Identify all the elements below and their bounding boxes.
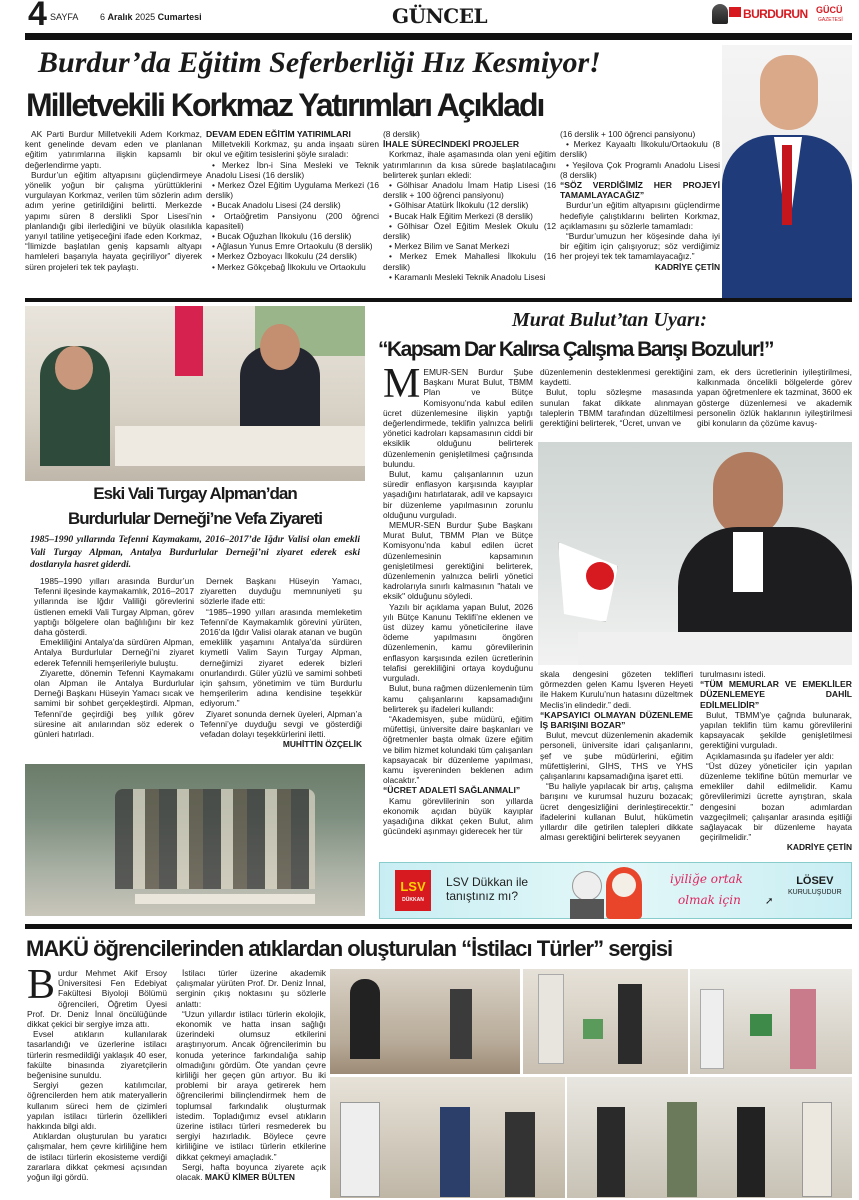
list-item: • Gölhisar Anadolu İmam Hatip Lisesi (16 derslik + 100 öğrenci pansiyonu) xyxy=(383,180,556,201)
paragraph: “Burdur’umuzun her köşesinde daha iyi bir eğitim için çalışıyoruz; söz verdiğimiz her projeyi tek tek tamamlayacağız.” xyxy=(560,231,720,262)
author-byline: MUHİTTİN ÖZÇELİK xyxy=(282,739,362,750)
subheading: “KAPSAYICI OLMAYAN DÜZENLEME İŞ BARIŞINI BOZAR” xyxy=(540,709,693,731)
paragraph: MEMUR-SEN Burdur Şube Başkanı Murat Bulut, TBMM Plan ve Bütçe Komisyonu’nda kabul edilen ücret düzenlemesinin kapsamının genişletilmesi gerektiğini belirterek, düzenlemenin yalnızca belirli yönetici kadrolarıyla sınırlı kalmasının "hatalı ve eksik" olduğunu söyledi. xyxy=(383,520,533,602)
badge-top: LSV xyxy=(400,879,426,894)
paragraph: “Akademisyen, şube müdürü, eğitim müfettişi, üniversite daire başkanları ve öğretmenler başta olmak üzere eğitim ve bilim hizmet kolundaki tüm çalışanları kapsayacak bir düzenleme yapılması, kamu işvereninden beklenen adım olacaktır.” xyxy=(383,713,533,786)
paragraph: Sergi, hafta boyunca ziyarete açık olacak. xyxy=(176,1161,326,1183)
paragraph: Emekliliğini Antalya’da sürdüren Alpman, Antalya Burdurlular Derneği’ni ziyaret ederek Tefennili hemşerileriyle buluştu. xyxy=(34,637,194,668)
ad-line: LSV Dükkan ile xyxy=(446,875,529,889)
list-item: • Bucak Anadolu Lisesi (24 derslik) xyxy=(212,200,341,211)
paragraph: turulmasını istedi. xyxy=(700,669,766,679)
paragraph: Açıklamasında şu ifadeler yer aldı: xyxy=(706,750,835,761)
article1-headline: Milletvekili Korkmaz Yatırımları Açıkladı xyxy=(26,87,544,123)
slogan-line: olmak için xyxy=(678,893,741,907)
subheading: “ÜCRET ADALETİ SAĞLANMALI” xyxy=(383,785,521,796)
list-item: • Gölhisar Özel Eğitim Meslek Okulu (12 derslik) xyxy=(383,220,556,242)
paragraph: Burdur’un eğitim altyapısını güçlendirmeye yönelik yoğun bir çalışma yürüttüklerini vurgulayan Korkmaz, verilen tüm sözlerin adım adım yerine getirildiğini belirtti. Merkezde yapımı süren 8 derslikli Spor Lisesi’nin planlandığı gibi ilerlediğini ve büyük olasılıkla yarıyıl tatiline yetişeceğini ifade eden Korkmaz, “İlimizde başlatılan geniş kapsamlı altyapı hamleleri başarıyla hayata geçiriliyor” diyerek süren projeleri tek tek paylaştı. xyxy=(25,169,202,272)
badge-bottom: DÜKKAN xyxy=(402,897,424,903)
article4-headline: MAKÜ öğrencilerinden atıklardan oluşturulan “İstilacı Türler” sergisi xyxy=(26,936,673,961)
paragraph: Bulut, buna rağmen düzenlemenin tüm kamu çalışanlarını kapsamadığını belirterek şu ifadeleri kullandı: xyxy=(383,683,533,714)
paragraph: Ziyarette, dönemin Tefenni Kaymakamı olan Alpman ile Antalya Burdurlular Derneği Başkanı Hüseyin Yamacı sıcak ve samimi bir sohbet gerçekleştirdi. Alpman, Tefenni’de geçirdiği beş yıllık görev süresine ait anılarından söz ederek o günleri hatırladı. xyxy=(34,667,194,740)
article3-col2-top xyxy=(540,367,693,428)
exhibition-photo xyxy=(567,1077,852,1198)
paragraph: Yazılı bir açıklama yapan Bulut, 2026 yılı Bütçe Kanunu Teklifi’ne eklenen ve üst düzey kamu yöneticilerine ilave ödeme yapılmasını öngören düzenlemenin, kamu görevlilerinin enflasyon karşısında ezilen ücretlerinin telafisi gerekliliğini ortaya koyduğunu vurguladı. xyxy=(383,601,533,684)
exhibition-photo xyxy=(523,969,688,1074)
list-item: • Merkez Gökçebağ İlkokulu ve Ortaokulu xyxy=(212,261,366,272)
cursor-icon: ➚ xyxy=(765,896,774,907)
paragraph: AK Parti Burdur Milletvekili Adem Korkmaz, kent genelinde devam eden ve planlanan eğitim yatırımlarına ilişkin kapsamlı bir değerlendirme yaptı. xyxy=(25,129,202,170)
logo-accent: GÜCÜ xyxy=(816,5,843,15)
paragraph: urdur Mehmet Akif Ersoy Üniversitesi Fen Edebiyat Fakültesi Biyoloji Bölümü öğrencileri, Öğretim Üyesi Prof. Dr. Deniz İnnal öncülüğünde dikkat çekici bir sergiye imza attı. xyxy=(27,968,167,1030)
slogan-line: iyiliğe ortak xyxy=(670,872,743,886)
paragraph: Sergiyi gezen katılımcılar, öğrencilerden hem atık materyallerin kullanım süreci hem de çizimleri yapılan istilacı türlerin özellikleri hakkında bilgi aldı. xyxy=(27,1080,167,1132)
logo-flag-icon xyxy=(729,7,741,17)
logo-sub: GAZETESİ xyxy=(818,17,843,23)
article4-col1 xyxy=(27,962,167,1183)
paragraph: “Bu haliyle yapılacak bir artış, çalışma barışını ve kurumsal huzuru bozacak; ücret dengesizliğini derinleştirecektir.” ifadelerini kullanan Bulut, hükümetin yıllardır dile getirilen talepleri dikkate alması gerektiğini belirterek seyyanen xyxy=(540,781,693,843)
ad-headline xyxy=(446,875,528,903)
list-item-continued: (8 derslik) xyxy=(383,129,420,139)
paragraph: Burdur’un eğitim altyapısını güçlendirme hedefiyle çalıştıklarını belirten Korkmaz, açıklamasını şu sözlerle tamamladı: xyxy=(560,200,720,231)
article3-col1 xyxy=(383,361,533,837)
list-item: • Merkez Emek Mahallesi İlkokulu (16 derslik) xyxy=(383,251,556,272)
list-item: • Ağlasun Yunus Emre Ortaokulu (8 derslik) xyxy=(212,241,373,252)
section-rule xyxy=(25,924,852,929)
puppets-illustration xyxy=(562,867,652,919)
paragraph: Milletvekili Korkmaz, şu anda inşaatı süren okul ve eğitim tesislerini şöyle sıraladı: xyxy=(206,139,379,160)
date-weekday: Cumartesi xyxy=(157,12,202,22)
paragraph: “Üst düzey yöneticiler için yapılan düzenleme teklifine bütün memurlar ve emekliler dahil edilmelidir. Kamu görevlilerimizi ücrette ayrıştıran, skala dengesini bozan adımlardan vazgeçilmeli; çalışanlar arasında eşitliği sağlayacak bir düzenleme hayata geçirilmelidir.” xyxy=(700,760,852,843)
paragraph: EMUR-SEN Burdur Şube Başkanı Murat Bulut, TBMM Plan ve Bütçe Komisyonu’nda kabul edilen ücret düzenlemesine ilişkin yaptığı değerlendirmede, teklifin yalnızca belirli yönetici kadroları kapsamasının ciddi bir eksiklik olduğunu belirterek düzenlemenin genişletilmesi çağrısında bulundu. xyxy=(383,367,533,469)
list-item-continued: (16 derslik + 100 öğrenci pansiyonu) xyxy=(560,129,696,139)
article3-col2-bottom xyxy=(540,669,693,842)
article1-col1 xyxy=(25,129,202,272)
headline-line: Burdurlular Derneği’ne Vefa Ziyareti xyxy=(67,509,323,528)
article1-col4 xyxy=(560,129,720,272)
article2-col2 xyxy=(200,576,362,749)
headline-line: Eski Vali Turgay Alpman’dan xyxy=(93,484,297,503)
article3-col3-top xyxy=(697,367,852,428)
drop-cap: B xyxy=(27,962,56,1008)
article1-col3 xyxy=(383,129,556,282)
lsv-ad-banner[interactable] xyxy=(379,862,852,919)
ad-slogan xyxy=(670,869,743,911)
paragraph: Bulut, TBMM’ye çağrıda bulunarak, yapılan teklifin tüm kamu görevlilerini kapsayacak şekilde genişletilmesi gerektiğini vurguladı. xyxy=(700,709,852,751)
article3-headline: “Kapsam Dar Kalırsa Çalışma Barışı Bozulur!” xyxy=(378,338,773,361)
paragraph: zam, ek ders ücretlerinin iyileştirilmesi, kalkınmada öncelikli bölgelerde görev yapan öğretmenlere ek tazminat, 3600 ek gösterge düzenlemesi ve akademik personelin özlük haklarının iyileştirilmesi gibi konuların da çözüme kavuş- xyxy=(697,367,852,429)
paragraph: İstilacı türler üzerine akademik çalışmalar yürüten Prof. Dr. Deniz İnnal, serginin çıkış noktasını şu sözlerle anlattı: xyxy=(176,968,326,1009)
paragraph: Bulut, toplu sözleşme masasında sunulan fakat dikkate alınmayan taleplerin TBMM tarafından düzeltilmesi gerektiğini belirterek, “Ücret, unvan ve xyxy=(540,387,693,429)
newspaper-logo xyxy=(712,4,852,28)
date-year: 2025 xyxy=(135,12,156,22)
paragraph: 1985–1990 yılları arasında Burdur’un Tefenni ilçesinde kaymakamlık, 2016–2017 yıllarında ise Iğdır Valiliği görevlerini üstlenen emekli Vali Turgay Alpman, görev yaptığı bölgelere olan bağlılığını bir kez daha gösterdi. xyxy=(34,576,194,638)
drop-cap: M xyxy=(383,361,421,407)
brand-name: LÖSEV xyxy=(796,875,834,887)
paragraph: “1985–1990 yılları arasında memleketim Tefenni’de Kaymakamlık görevini yürüten, 2016’da Iğdır Valisi olarak atanan ve bugün emeklilik yaşamını Antalya’da sürdüren kıymetli Valim Sayın Turgay Alpman, derneğimizi ziyaret ederek bizleri onurlandırdı. Güler yüzlü ve samimi sohbeti için şahsım, yönetimim ve tüm Burdurlu hemşerilerim adına kendisine teşekkür ediyorum.” xyxy=(200,606,362,709)
list-item: • Gölhisar Atatürk İlkokulu (12 derslik) xyxy=(389,200,529,211)
article4-col2 xyxy=(176,968,326,1182)
subheading: İHALE SÜRECİNDEKİ PROJELER xyxy=(383,139,520,150)
list-item: • Merkez Özel Eğitim Uygulama Merkezi (16 derslik) xyxy=(206,180,379,201)
list-item: • Karamanlı Mesleki Teknik Anadolu Lisesi xyxy=(389,271,546,282)
list-item: • Merkez Özboyacı İlkokulu (24 derslik) xyxy=(212,251,357,262)
alpman-office-photo xyxy=(25,306,365,481)
subheading: DEVAM EDEN EĞİTİM YATIRIMLARI xyxy=(206,129,351,139)
list-item: • Merkez Kayaaltı İlkokulu/Ortaokulu (8 derslik) xyxy=(560,139,720,160)
paragraph: Kamu görevlilerinin son yıllarda ekonomik açıdan büyük kayıplar yaşadığına dikkat çeken Bulut, alım gücündeki aşınmayı giderecek her tür xyxy=(383,795,533,837)
article2-subtitle: 1985–1990 yıllarında Tefenni Kaymakamı, 2016–2017’de Iğdır Valisi olan emekli Vali Turgay Alpman, Antalya Burdurlular Derneği’ni ziyaret ederek eski dostlarıyla hasret giderdi. xyxy=(30,534,360,570)
korkmaz-portrait-photo xyxy=(722,45,852,298)
list-item: • Yeşilova Çok Programlı Anadolu Lisesi (8 derslik) xyxy=(560,159,720,180)
bulut-portrait-photo xyxy=(538,442,852,665)
exhibition-photo xyxy=(330,969,520,1074)
subheading: “TÜM MEMURLAR VE EMEKLİLER DÜZENLEMEYE DAHİL EDİLMELİDİR” xyxy=(700,679,852,710)
losev-logo xyxy=(788,875,842,897)
author-byline: KADRİYE ÇETİN xyxy=(654,261,720,272)
archive-group-photo xyxy=(25,764,365,916)
paragraph: “Uzun yıllardır istilacı türlerin ekolojik, ekonomik ve hatta insan sağlığı üzerindeki olumsuz etkilerini araştırıyorum. Ancak öğrencilerimin bu konuda yeterince farkındalığa sahip olmadığını gördüm. Öte yandan çevre kirliliği her geçen gün artıyor. Bu iki problemi bir araya getirerek hem öğrencilerimi bilinçlendirmek hem de toplumsal farkındalık oluşturmak istedim. Topladığımız evsel atıkların üzerine istilacı türleri resmederek bu sergiyi hazırladık. Böylece çevre kirliliğine ve istilacı türlerin etkilerine dikkat çekmeyi amaçladık.” xyxy=(176,1008,326,1162)
list-item: • Bucak Oğuzhan İlkokulu (16 derslik) xyxy=(212,231,352,242)
section-title: GÜNCEL xyxy=(392,4,488,28)
lsv-dukkan-badge xyxy=(395,870,431,911)
article1-kicker: Burdur’da Eğitim Seferberliği Hız Kesmiyor! xyxy=(38,46,601,79)
article1-col2 xyxy=(206,129,379,272)
date-month: Aralık xyxy=(107,12,133,22)
date-day: 6 xyxy=(100,12,106,22)
paragraph: Bulut, kamu çalışanlarının uzun süredir enflasyon karşısında kayıplar yaşadığını hatırlatarak, adil ve kapsayıcı bir düzenleme yapılmasının zorunlu olduğunu vurguladı. xyxy=(383,469,533,520)
list-item: • Bucak Halk Eğitim Merkezi (8 derslik) xyxy=(389,210,533,221)
logo-main: BURDURUN xyxy=(743,7,808,21)
paragraph: Dernek Başkanı Hüseyin Yamacı, ziyaretten duyduğu memnuniyeti şu sözlerle ifade etti: xyxy=(200,576,362,607)
issue-date xyxy=(100,12,202,23)
paragraph: Korkmaz, ihale aşamasında olan yeni eğitim yatırımlarının da kısa sürede başlatılacağını belirterek şunları ekledi: xyxy=(383,149,556,180)
exhibition-photo xyxy=(690,969,852,1074)
article2-col1 xyxy=(34,576,194,739)
paragraph: Atıklardan oluşturulan bu yaratıcı çalışmalar, hem çevre kirliliğine hem de istilacı türlerin ekosisteme verdiği zararlara dikkat çekmesi açısından yoğun ilgi gördü. xyxy=(27,1131,167,1183)
page-label: SAYFA xyxy=(50,12,79,22)
ad-line: tanıştınız mı? xyxy=(446,889,519,903)
section-rule xyxy=(25,298,852,302)
brand-sub: KURULUŞUDUR xyxy=(788,889,842,896)
paragraph: Evsel atıkların kullanılarak tasarlandığı ve üzerlerine istilacı türlerin resmedildiği yaklaşık 40 eser, fakülte binasında ziyaretçilerin beğenisine sunuldu. xyxy=(27,1029,167,1081)
header-rule xyxy=(25,33,852,40)
author-byline: MAKÜ KİMER BÜLTEN xyxy=(204,1172,295,1183)
article2-headline xyxy=(30,481,360,531)
article3-kicker: Murat Bulut’tan Uyarı: xyxy=(512,309,707,331)
subheading: “SÖZ VERDİĞİMİZ HER PROJEYİ TAMAMLAYACAĞIZ” xyxy=(560,180,720,201)
paragraph: düzenlemenin desteklenmesi gerektiğini kaydetti. xyxy=(540,367,693,388)
article3-col3-bottom xyxy=(700,669,852,853)
logo-portrait-icon xyxy=(712,4,728,24)
paragraph: skala dengesini gözeten teklifleri görmezden gelen Kamu İşveren Heyeti ile Hakem Kurulu’nun hatasını düzeltmek Meclis’in elindedir.” dedi. xyxy=(540,669,693,710)
paragraph: Bulut, mevcut düzenlemenin akademik personeli, üniversite idari çalışanlarını, şef ve şube müdürlerini, eğitim müfettişlerini, GİHS, THS ve YHS çalışanlarını kapsamadığına işaret etti. xyxy=(540,730,693,782)
paragraph: Ziyaret sonunda dernek üyeleri, Alpman’a Tefenni’ye duyduğu sevgi ve gösterdiği vefadan dolayı teşekkürlerini iletti. xyxy=(200,708,362,740)
author-byline: KADRİYE ÇETİN xyxy=(786,842,852,853)
page-number: 4 xyxy=(28,0,47,33)
exhibition-photo xyxy=(330,1077,565,1198)
list-item: • Ortaöğretim Pansiyonu (200 öğrenci kapasiteli) xyxy=(206,210,379,231)
list-item: • Merkez Bilim ve Sanat Merkezi xyxy=(389,241,510,252)
list-item: • Merkez İbn-i Sina Mesleki ve Teknik Anadolu Lisesi (16 derslik) xyxy=(206,159,379,180)
